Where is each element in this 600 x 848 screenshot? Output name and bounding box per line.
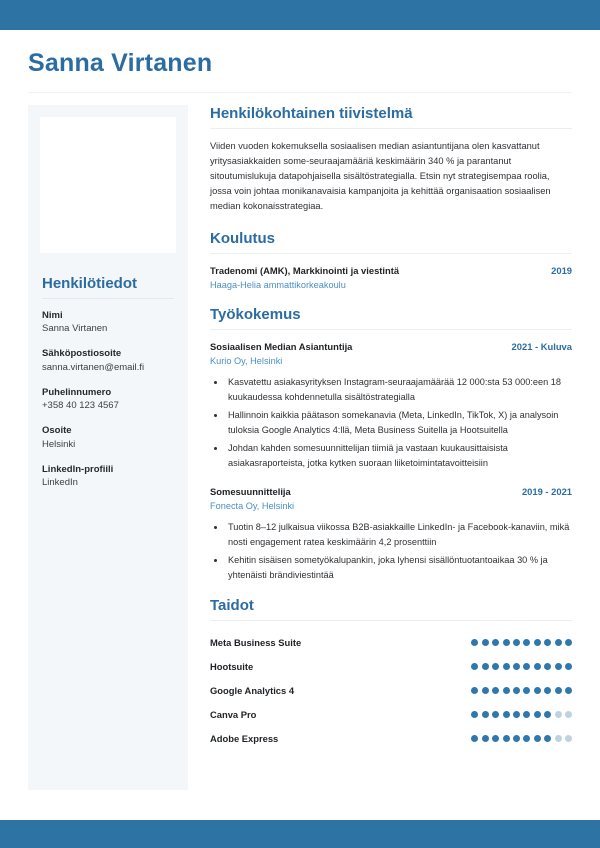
skill-level-dots bbox=[471, 735, 572, 742]
skill-dot-filled bbox=[492, 639, 499, 646]
skill-dot-filled bbox=[523, 711, 530, 718]
skill-row bbox=[210, 703, 572, 726]
list-item: • Kehitin sisäisen sometyökalupankin, joka lyhensi sisällöntuotantoaikaa 30 % ja yhtenäisti brändiviestintää bbox=[226, 553, 572, 583]
skill-dot-filled bbox=[523, 735, 530, 742]
experience-date: 2021 - Kuluva bbox=[511, 341, 572, 353]
skill-dot-filled bbox=[503, 663, 510, 670]
skill-dot-filled bbox=[482, 639, 489, 646]
summary-heading: Henkilökohtainen tiivistelmä bbox=[210, 104, 413, 122]
skill-dot-filled bbox=[513, 663, 520, 670]
experience-job-title: Sosiaalisen Median Asiantuntija bbox=[210, 341, 353, 353]
section-education bbox=[210, 230, 572, 292]
skill-dot-filled bbox=[492, 663, 499, 670]
skill-dot-filled bbox=[565, 663, 572, 670]
skill-dot-filled bbox=[513, 735, 520, 742]
skill-row bbox=[210, 655, 572, 678]
contact-value[interactable]: sanna.virtanen@email.fi bbox=[42, 361, 145, 373]
footer-accent-bar bbox=[0, 820, 600, 848]
skill-dot-filled bbox=[503, 687, 510, 694]
contact-item-address bbox=[42, 424, 176, 452]
skill-dot-filled bbox=[503, 711, 510, 718]
skill-dot-empty bbox=[555, 711, 562, 718]
contact-value: +358 40 123 4567 bbox=[42, 400, 119, 412]
skill-dot-filled bbox=[544, 639, 551, 646]
skill-dot-filled bbox=[471, 639, 478, 646]
skill-dot-empty bbox=[565, 735, 572, 742]
skill-level-dots bbox=[471, 663, 572, 670]
skill-dot-filled bbox=[544, 711, 551, 718]
experience-entry-header bbox=[210, 485, 572, 499]
skill-name: Hootsuite bbox=[210, 660, 254, 672]
skill-dot-filled bbox=[482, 663, 489, 670]
skill-dot-filled bbox=[534, 735, 541, 742]
experience-entry bbox=[210, 485, 572, 583]
main-column bbox=[188, 105, 572, 754]
skills-heading: Taidot bbox=[210, 596, 254, 614]
summary-text: Viiden vuoden kokemuksella sosiaalisen median asiantuntijana olen kasvattanut yritysasiakkaiden some-seuraajamääriä keskimäärin 340 % ja parantanut sitoutumislukuja datapohjaisella sisältöstrategialla. Etsin nyt strategisempaa roolia, jossa voin johtaa monikanavaisia kampanjoita ja kehittää organisaation sosiaalisen median kokonaisstrategiaa. bbox=[210, 140, 551, 211]
skill-dot-filled bbox=[482, 711, 489, 718]
list-item: • Tuotin 8–12 julkaisua viikossa B2B-asiakkaille LinkedIn- ja Facebook-kanaviin, mikä nosti engagement ratea keskimäärin 4,2 prosenttiin bbox=[226, 520, 572, 550]
skill-name: Adobe Express bbox=[210, 732, 279, 744]
contact-item-name bbox=[42, 309, 176, 337]
skills-divider bbox=[210, 620, 572, 621]
skill-row bbox=[210, 727, 572, 750]
contact-label: Nimi bbox=[42, 309, 63, 321]
skill-dot-filled bbox=[534, 687, 541, 694]
sidebar-heading-divider bbox=[42, 298, 174, 299]
education-entry-header bbox=[210, 264, 572, 278]
experience-heading: Työkokemus bbox=[210, 306, 301, 324]
header-accent-bar bbox=[0, 0, 600, 30]
education-heading: Koulutus bbox=[210, 229, 275, 247]
skill-dot-filled bbox=[482, 687, 489, 694]
experience-date: 2019 - 2021 bbox=[521, 485, 572, 497]
section-experience bbox=[210, 306, 572, 583]
skill-dot-empty bbox=[555, 735, 562, 742]
experience-divider bbox=[210, 329, 572, 330]
name-block bbox=[0, 30, 600, 78]
education-entry bbox=[210, 264, 572, 292]
profile-photo-placeholder bbox=[40, 117, 176, 253]
skill-dot-filled bbox=[471, 711, 478, 718]
summary-divider bbox=[210, 128, 572, 129]
contact-label: Puhelinnumero bbox=[42, 386, 112, 398]
skill-dot-filled bbox=[544, 687, 551, 694]
skill-dot-filled bbox=[492, 687, 499, 694]
skill-name: Google Analytics 4 bbox=[210, 684, 295, 696]
contact-value: Sanna Virtanen bbox=[42, 323, 108, 335]
contact-item-phone bbox=[42, 386, 176, 414]
skill-dot-filled bbox=[523, 663, 530, 670]
section-skills bbox=[210, 597, 572, 750]
experience-entry-header bbox=[210, 340, 572, 354]
contact-item-email bbox=[42, 347, 176, 375]
skill-dot-filled bbox=[482, 735, 489, 742]
skill-row bbox=[210, 679, 572, 702]
skill-level-dots bbox=[471, 711, 572, 718]
skill-dot-filled bbox=[565, 687, 572, 694]
list-item: • Hallinnoin kaikkia päätason somekanavia (Meta, LinkedIn, TikTok, X) ja analysoin tuloksia Google Analytics 4:llä, Meta Business Suitella ja Hootsuitella bbox=[226, 408, 572, 438]
content-columns bbox=[0, 93, 600, 790]
skill-dot-filled bbox=[503, 735, 510, 742]
skill-dot-filled bbox=[492, 711, 499, 718]
skill-dot-filled bbox=[503, 639, 510, 646]
spacer bbox=[210, 296, 572, 306]
contact-label: Sähköpostiosoite bbox=[42, 348, 122, 360]
list-item: • Kasvatettu asiakasyrityksen Instagram-seuraajamäärää 12 000:sta 53 000:een 18 kuukaudessa kohdennetulla sisältöstrategialla bbox=[226, 375, 572, 405]
experience-company: Kurio Oy, Helsinki bbox=[210, 356, 283, 367]
list-item: • Johdan kahden somesuunnittelijan tiimiä ja vastaan kuukausittaisista asiakasraporteista, jotka kytken suoraan liiketoimintatavoitteisiin bbox=[226, 441, 572, 471]
skill-name: Canva Pro bbox=[210, 708, 257, 720]
skill-dot-filled bbox=[523, 687, 530, 694]
skill-dot-filled bbox=[555, 639, 562, 646]
skill-dot-filled bbox=[471, 663, 478, 670]
contact-value[interactable]: LinkedIn bbox=[42, 477, 78, 489]
education-date: 2019 bbox=[551, 264, 572, 276]
experience-bullets bbox=[210, 375, 572, 470]
skill-dot-filled bbox=[471, 735, 478, 742]
skill-dot-filled bbox=[492, 735, 499, 742]
contact-value: Helsinki bbox=[42, 438, 76, 450]
sidebar bbox=[28, 105, 188, 790]
experience-job-title: Somesuunnittelija bbox=[210, 485, 291, 497]
sidebar-heading: Henkilötiedot bbox=[42, 274, 138, 292]
contact-label: LinkedIn-profiili bbox=[42, 463, 114, 475]
education-institution: Haaga-Helia ammattikorkeakoulu bbox=[210, 279, 346, 290]
education-divider bbox=[210, 253, 572, 254]
skill-dot-filled bbox=[555, 663, 562, 670]
skill-dot-filled bbox=[544, 735, 551, 742]
skill-dot-empty bbox=[565, 711, 572, 718]
section-summary bbox=[210, 105, 572, 214]
experience-bullets bbox=[210, 520, 572, 583]
skill-dot-filled bbox=[513, 639, 520, 646]
skill-dot-filled bbox=[534, 711, 541, 718]
contact-label: Osoite bbox=[42, 425, 72, 437]
skill-dot-filled bbox=[471, 687, 478, 694]
page-title: Sanna Virtanen bbox=[28, 49, 213, 77]
skill-dot-filled bbox=[555, 687, 562, 694]
experience-entry bbox=[210, 340, 572, 471]
skill-level-dots bbox=[471, 639, 572, 646]
experience-company: Fonecta Oy, Helsinki bbox=[210, 501, 295, 511]
skill-dot-filled bbox=[534, 663, 541, 670]
skill-level-dots bbox=[471, 687, 572, 694]
skill-dot-filled bbox=[513, 687, 520, 694]
skills-list bbox=[210, 631, 572, 750]
skill-dot-filled bbox=[565, 639, 572, 646]
education-degree: Tradenomi (AMK), Markkinointi ja viestintä bbox=[210, 264, 400, 276]
skill-dot-filled bbox=[534, 639, 541, 646]
skill-dot-filled bbox=[523, 639, 530, 646]
skill-dot-filled bbox=[513, 711, 520, 718]
contact-item-linkedin bbox=[42, 463, 176, 491]
skill-row bbox=[210, 631, 572, 654]
skill-name: Meta Business Suite bbox=[210, 636, 302, 648]
skill-dot-filled bbox=[544, 663, 551, 670]
